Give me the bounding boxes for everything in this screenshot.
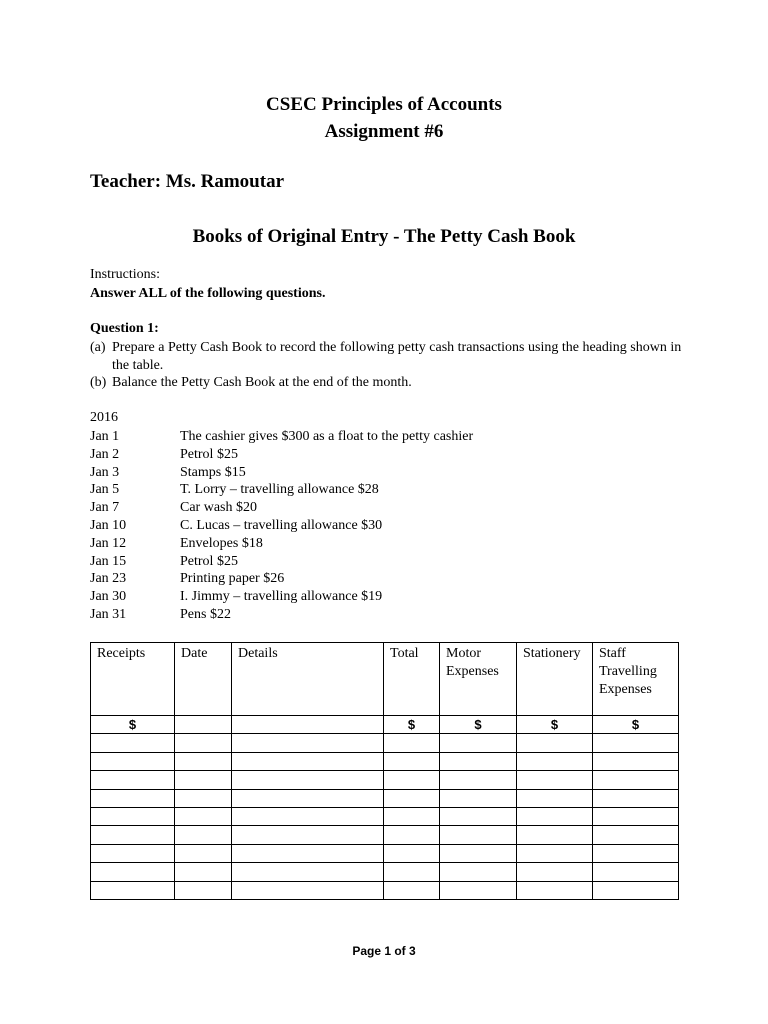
table-cell (593, 807, 679, 825)
table-cell (517, 826, 593, 844)
table-cell (91, 844, 175, 862)
table-cell (440, 734, 517, 752)
table-header-cell: Date (175, 643, 232, 716)
table-cell (91, 734, 175, 752)
question-item (90, 339, 690, 374)
transaction-detail: I. Jimmy – travelling allowance $19 (180, 589, 383, 605)
table-cell (175, 863, 232, 881)
table-header-cell: Total (384, 643, 440, 716)
transaction-row (90, 446, 473, 464)
table-cell (384, 881, 440, 899)
table-cell (593, 844, 679, 862)
instructions-text: Answer ALL of the following questions. (90, 286, 326, 301)
table-cell (91, 807, 175, 825)
question-item (90, 374, 690, 392)
transaction-date: Jan 3 (90, 464, 120, 480)
transaction-row (90, 606, 473, 624)
transaction-detail: Printing paper $26 (180, 571, 285, 587)
transaction-detail: Envelopes $18 (180, 535, 263, 551)
table-row (91, 752, 679, 770)
table-cell (175, 752, 232, 770)
table-cell (175, 807, 232, 825)
table-cell (440, 807, 517, 825)
question-item-text: Balance the Petty Cash Book at the end of the month. (112, 375, 412, 391)
transaction-date: Jan 5 (90, 482, 120, 498)
transaction-detail: Pens $22 (180, 606, 231, 622)
transaction-date: Jan 10 (90, 517, 127, 533)
transaction-row (90, 464, 473, 482)
table-cell (593, 771, 679, 789)
transaction-detail: Petrol $25 (180, 553, 238, 569)
table-cell (384, 789, 440, 807)
table-cell (440, 826, 517, 844)
transaction-detail: Stamps $15 (180, 464, 246, 480)
table-cell (517, 881, 593, 899)
table-cell (517, 734, 593, 752)
table-row (91, 863, 679, 881)
table-cell (232, 881, 384, 899)
table-cell (232, 844, 384, 862)
transactions-year: 2016 (90, 410, 118, 425)
table-cell (593, 826, 679, 844)
table-cell (384, 752, 440, 770)
teacher-name: Teacher: Ms. Ramoutar (90, 171, 285, 192)
transaction-row (90, 499, 473, 517)
table-cell (91, 881, 175, 899)
transaction-date: Jan 7 (90, 500, 120, 516)
table-cell (232, 863, 384, 881)
table-cell (175, 826, 232, 844)
question-item-letter: (b) (90, 375, 107, 391)
table-cell (440, 771, 517, 789)
table-cell (175, 881, 232, 899)
table-header-cell: Staff Travelling Expenses (593, 643, 679, 716)
transaction-detail: Petrol $25 (180, 446, 238, 462)
transaction-detail: T. Lorry – travelling allowance $28 (180, 482, 379, 498)
table-cell (517, 789, 593, 807)
transaction-row (90, 517, 473, 535)
table-cell (175, 734, 232, 752)
transactions-list (90, 428, 473, 624)
table-row (91, 881, 679, 899)
currency-cell: $ (91, 716, 175, 734)
table-body (91, 716, 679, 900)
transaction-date: Jan 31 (90, 606, 127, 622)
table-header-cell: Motor Expenses (440, 643, 517, 716)
table-cell (593, 881, 679, 899)
transaction-row (90, 588, 473, 606)
table-cell (384, 807, 440, 825)
table-cell (440, 881, 517, 899)
table-cell (232, 826, 384, 844)
table-cell (175, 789, 232, 807)
table-cell (440, 863, 517, 881)
table-cell (517, 771, 593, 789)
table-cell (232, 789, 384, 807)
table-cell (440, 844, 517, 862)
assignment-number: Assignment #6 (324, 121, 444, 142)
table-row (91, 789, 679, 807)
table-cell (91, 789, 175, 807)
table-row (91, 826, 679, 844)
transaction-date: Jan 30 (90, 589, 127, 605)
table-cell (384, 844, 440, 862)
table-cell (440, 789, 517, 807)
table-header-cell: Stationery (517, 643, 593, 716)
transaction-row (90, 428, 473, 446)
table-row (91, 734, 679, 752)
transaction-detail: C. Lucas – travelling allowance $30 (180, 517, 383, 533)
question-items (90, 339, 690, 392)
table-cell (384, 826, 440, 844)
currency-cell (232, 716, 384, 734)
transaction-row (90, 570, 473, 588)
table-cell (232, 807, 384, 825)
table-row (91, 771, 679, 789)
table-header-cell: Receipts (91, 643, 175, 716)
table-cell (232, 734, 384, 752)
table-cell (91, 771, 175, 789)
question-item-text: Prepare a Petty Cash Book to record the following petty cash transactions using the heading shown in the table. (112, 340, 682, 373)
table-cell (593, 789, 679, 807)
table-row (91, 807, 679, 825)
transaction-row (90, 535, 473, 553)
transaction-detail: Car wash $20 (180, 500, 257, 516)
table-cell (517, 752, 593, 770)
table-cell (517, 807, 593, 825)
transaction-date: Jan 12 (90, 535, 127, 551)
table-cell (175, 771, 232, 789)
transaction-detail: The cashier gives $300 as a float to the petty cashier (180, 429, 474, 444)
currency-cell: $ (593, 716, 679, 734)
table-header-row (91, 643, 679, 716)
currency-cell: $ (517, 716, 593, 734)
table-cell (91, 863, 175, 881)
document-title: CSEC Principles of Accounts (266, 94, 502, 115)
transaction-date: Jan 1 (90, 429, 120, 444)
transaction-row (90, 481, 473, 499)
table-row (91, 844, 679, 862)
table-cell (384, 771, 440, 789)
petty-cash-book-table (90, 642, 679, 900)
question-title: Question 1: (90, 321, 159, 336)
currency-row (91, 716, 679, 734)
table-cell (232, 752, 384, 770)
currency-cell: $ (440, 716, 517, 734)
table-cell (384, 734, 440, 752)
transaction-row (90, 553, 473, 571)
table-header-cell: Details (232, 643, 384, 716)
table-cell (593, 752, 679, 770)
currency-cell: $ (384, 716, 440, 734)
question-item-letter: (a) (90, 340, 106, 355)
table-cell (440, 752, 517, 770)
table-cell (384, 863, 440, 881)
table-cell (91, 752, 175, 770)
transaction-date: Jan 15 (90, 553, 127, 569)
transaction-date: Jan 23 (90, 571, 127, 587)
page-number: Page 1 of 3 (352, 944, 416, 958)
table-cell (517, 863, 593, 881)
section-title: Books of Original Entry - The Petty Cash Book (192, 226, 576, 247)
transaction-date: Jan 2 (90, 446, 120, 462)
currency-cell (175, 716, 232, 734)
table-cell (593, 734, 679, 752)
table-cell (593, 863, 679, 881)
table-cell (175, 844, 232, 862)
instructions-label: Instructions: (90, 267, 160, 282)
table-cell (517, 844, 593, 862)
table-cell (91, 826, 175, 844)
table-cell (232, 771, 384, 789)
